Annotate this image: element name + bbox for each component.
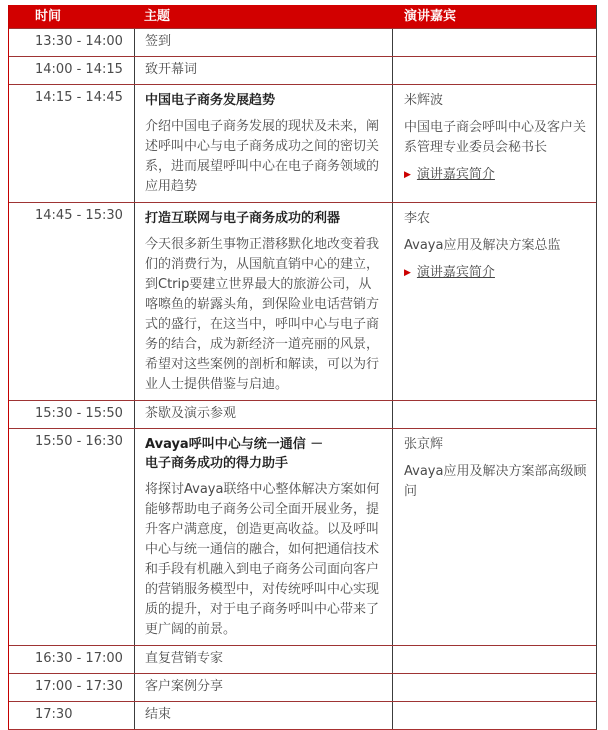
session-title-line1: Avaya呼叫中心与统一通信 － (145, 437, 324, 452)
speaker-cell (393, 57, 596, 84)
topic-cell (134, 429, 393, 645)
topic-label: 客户案例分享 (145, 679, 224, 694)
topic-cell (134, 646, 393, 673)
speaker-cell (393, 674, 596, 701)
speaker-name: 米辉波 (404, 93, 444, 108)
table-header-row (9, 5, 596, 28)
speaker-cell (393, 203, 596, 400)
column-header-topic: 主题 (144, 8, 171, 24)
table-row-session-internet (9, 202, 596, 400)
topic-label: 致开幕词 (145, 62, 198, 77)
speaker-title: 中国电子商会呼叫中心及客户关系管理专业委员会秘书长 (404, 120, 587, 155)
topic-cell (134, 29, 393, 56)
topic-cell (134, 674, 393, 701)
table-row-session-trends (9, 84, 596, 202)
speaker-title: Avaya应用及解决方案总监 (404, 238, 561, 253)
session-title-line2: 电子商务成功的得力助手 (145, 456, 289, 471)
table-row-directmarketing (9, 645, 596, 673)
topic-cell (134, 85, 393, 202)
table-row-session-avaya (9, 428, 596, 645)
arrow-right-icon: ▶ (404, 268, 411, 278)
time-cell: 16:30 - 17:00 (35, 651, 123, 666)
session-description: 将探讨Avaya联络中心整体解决方案如何能够帮助电子商务公司全面开展业务，提升客户满意度，创造更高收益。以及呼叫中心与统一通信的融合，如何把通信技术和手段有机融入到电子商务公司面向客户的营销服务模型中，对传统呼叫中心实现质的提升，对于电子商务呼叫中心带来了更广阔的前景。 (145, 482, 380, 637)
speaker-cell (393, 429, 596, 645)
time-cell: 14:15 - 14:45 (35, 90, 123, 105)
session-title: 打造互联网与电子商务成功的利器 (145, 211, 341, 226)
table-row-teabreak (9, 400, 596, 428)
speaker-cell (393, 85, 596, 202)
speaker-cell (393, 646, 596, 673)
speaker-title: Avaya应用及解决方案部高级顾问 (404, 464, 587, 499)
session-title: 中国电子商务发展趋势 (145, 93, 276, 108)
speaker-cell (393, 702, 596, 729)
speaker-name: 李农 (404, 211, 431, 226)
speaker-cell (393, 29, 596, 56)
time-cell: 15:50 - 16:30 (35, 434, 123, 449)
table-row-end (9, 701, 596, 729)
table-row-casesharing (9, 673, 596, 701)
speaker-bio-link-row (404, 264, 588, 282)
time-cell: 17:00 - 17:30 (35, 679, 123, 694)
session-description: 今天很多新生事物正潜移默化地改变着我们的消费行为，从国航直销中心的建立，到Ctrip要建立世界最大的旅游公司，从喀嚓鱼的崭露头角，到保险业电话营销方式的盛行，在这当中，呼叫中心与电子商务的结合，成为新经济一道亮丽的风景，希望对这些案例的剖析和解读，可以为行业人士提供借鉴与启迪。 (145, 237, 380, 392)
speaker-cell (393, 401, 596, 428)
time-cell: 14:45 - 15:30 (35, 208, 123, 223)
table-row-signin (9, 28, 596, 56)
column-header-time: 时间 (35, 8, 62, 24)
time-cell: 14:00 - 14:15 (35, 62, 123, 77)
topic-label: 签到 (145, 34, 172, 49)
agenda-table (8, 5, 597, 730)
topic-cell (134, 57, 393, 84)
speaker-bio-link[interactable]: 演讲嘉宾简介 (416, 167, 495, 182)
topic-label: 结束 (145, 707, 172, 722)
time-cell: 13:30 - 14:00 (35, 34, 123, 49)
speaker-bio-link-row (404, 166, 588, 184)
time-cell: 17:30 (35, 707, 73, 722)
speaker-name: 张京辉 (404, 437, 444, 452)
topic-cell (134, 401, 393, 428)
arrow-right-icon: ▶ (404, 170, 411, 180)
time-cell: 15:30 - 15:50 (35, 406, 123, 421)
topic-cell (134, 203, 393, 400)
topic-label: 茶歇及演示参观 (145, 406, 237, 421)
topic-cell (134, 702, 393, 729)
column-header-speaker: 演讲嘉宾 (404, 8, 457, 24)
topic-label: 直复营销专家 (145, 651, 224, 666)
table-row-opening (9, 56, 596, 84)
session-description: 介绍中国电子商务发展的现状及未来，阐述呼叫中心与电子商务成功之间的密切关系，进而展望呼叫中心在电子商务领域的应用趋势 (145, 119, 380, 194)
speaker-bio-link[interactable]: 演讲嘉宾简介 (416, 265, 495, 280)
